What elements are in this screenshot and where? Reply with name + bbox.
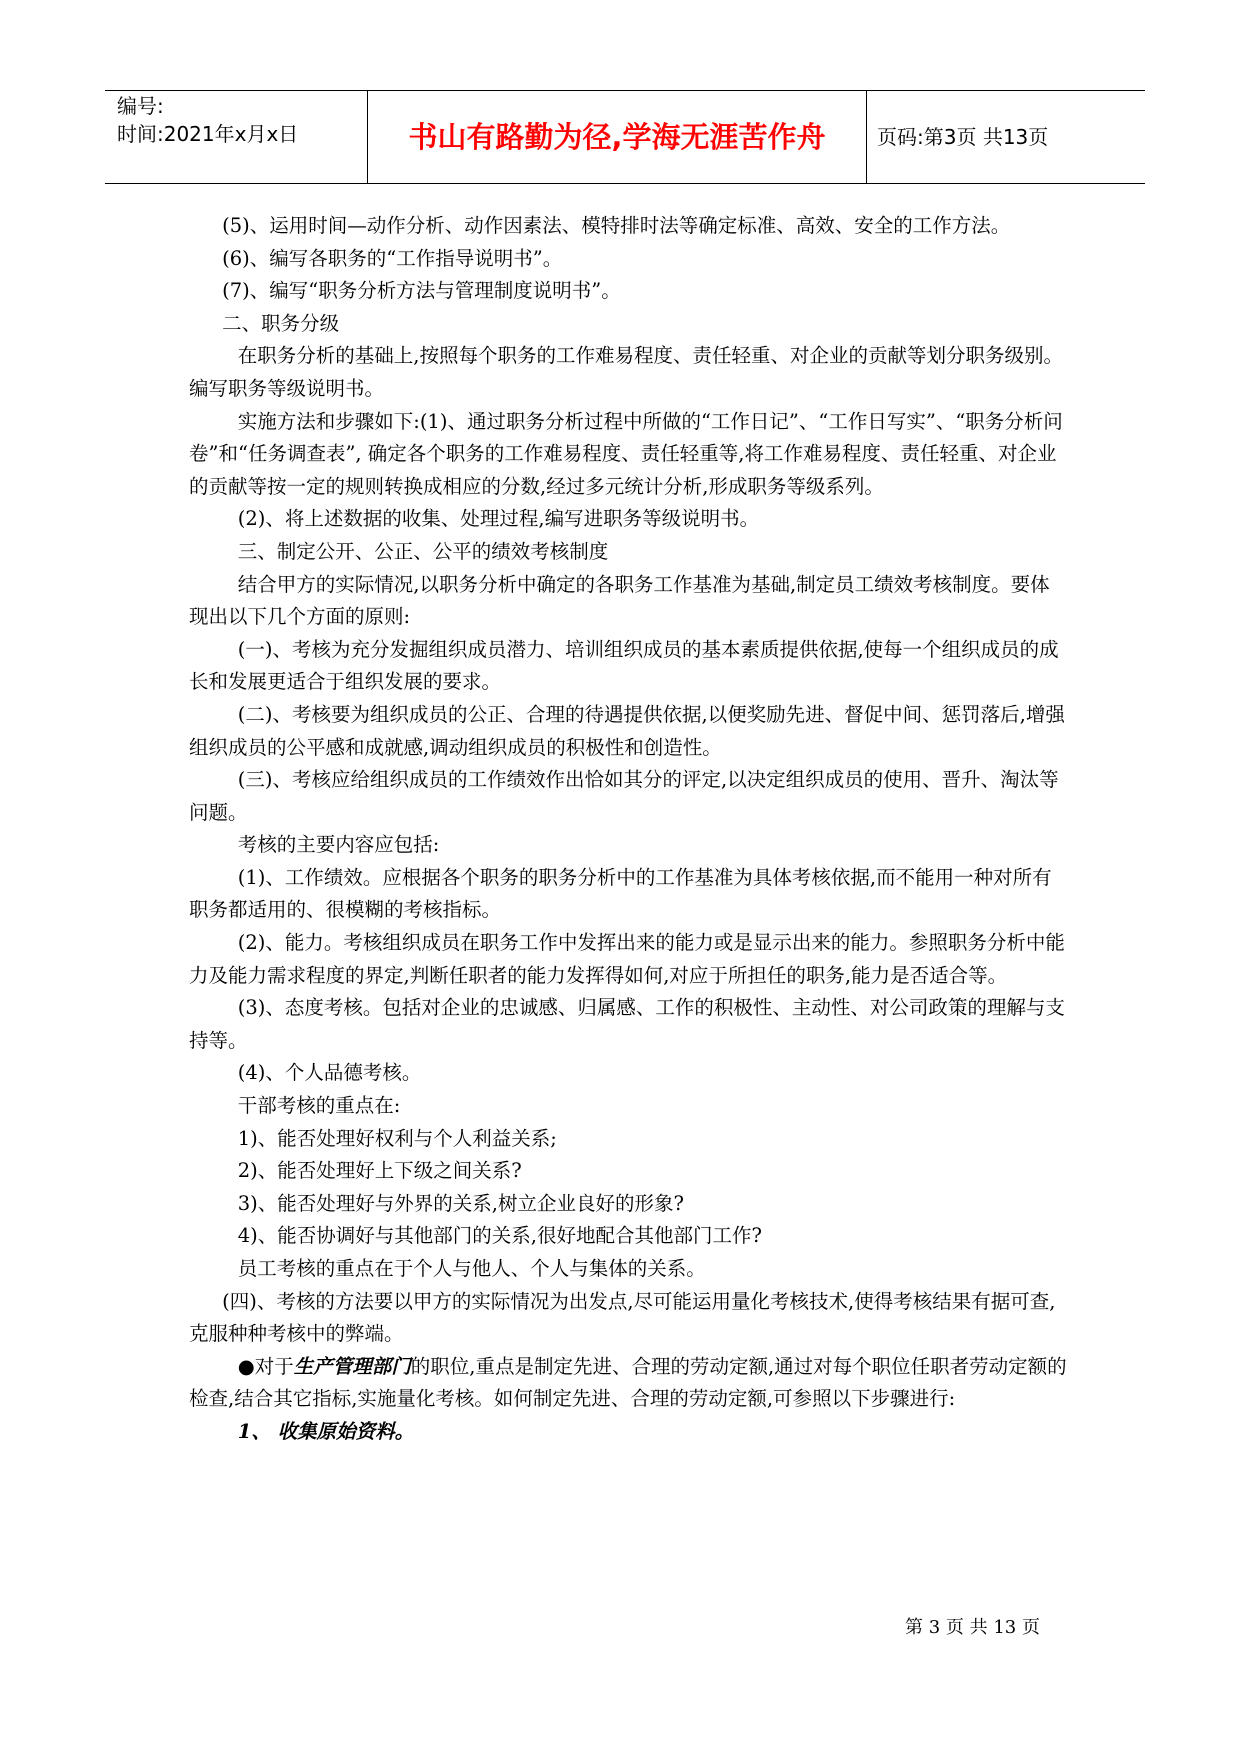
bullet-prefix: ●对于 [237, 1354, 294, 1378]
paragraph: (7)、编写“职务分析方法与管理制度说明书”。 [222, 279, 621, 303]
paragraph: (2)、将上述数据的收集、处理过程,编写进职务等级说明书。 [237, 507, 760, 531]
header-meta [105, 91, 368, 183]
paragraph: 实施方法和步骤如下:(1)、通过职务分析过程中所做的“工作日记”、“工作日写实”、“职务分析问卷”和“任务调查表”, 确定各个职务的工作难易程度、责任轻重等,将工作难易程度、责任轻重、对企业的贡献等按一定的规则转换成相应的分数,经过多元统计分析,形成职务等级系列。 [189, 409, 1063, 498]
page-header [105, 90, 1145, 184]
section-heading: 三、制定公开、公正、公平的绩效考核制度 [237, 539, 609, 563]
production-dept-emphasis: 生产管理部门 [293, 1354, 411, 1378]
list-item: 4)、能否协调好与其他部门的关系,很好地配合其他部门工作? [237, 1224, 762, 1248]
paragraph: (四)、考核的方法要以甲方的实际情况为出发点,尽可能运用量化考核技术,使得考核结果有据可查,克服种种考核中的弊端。 [189, 1289, 1056, 1346]
paragraph: (一)、考核为充分发掘组织成员潜力、培训组织成员的基本素质提供依据,使每一个组织成员的成长和发展更适合于组织发展的要求。 [189, 637, 1059, 694]
document-body [189, 210, 1069, 1449]
header-page-code: 页码:第3页 共13页 [877, 125, 1049, 149]
paragraph: (2)、能力。考核组织成员在职务工作中发挥出来的能力或是显示出来的能力。参照职务分析中能力及能力需求程度的界定,判断任职者的能力发挥得如何,对应于所担任的职务,能力是否适合等。 [189, 931, 1065, 987]
paragraph: 干部考核的重点在: [237, 1094, 401, 1118]
list-item: 3)、能否处理好与外界的关系,树立企业良好的形象? [237, 1191, 684, 1215]
production-rest: 的职位,重点是制定先进、合理的劳动定额,通过对每个职位任职者劳动定额的检查,结合其它指标,实施量化考核。如何制定先进、合理的劳动定额,可参照以下步骤进行: [189, 1354, 1067, 1411]
step-heading: 1、 收集原始资料。 [237, 1419, 415, 1443]
page-footer: 第 3 页 共 13 页 [905, 1617, 1040, 1638]
paragraph: 考核的主要内容应包括: [237, 833, 440, 857]
paragraph: 结合甲方的实际情况,以职务分析中确定的各职务工作基准为基础,制定员工绩效考核制度。要体现出以下几个方面的原则: [189, 572, 1050, 629]
paragraph: (三)、考核应给组织成员的工作绩效作出恰如其分的评定,以决定组织成员的使用、晋升、淘汰等问题。 [189, 768, 1059, 824]
list-item: 1)、能否处理好权利与个人利益关系; [237, 1126, 557, 1150]
header-motto: 书山有路勤为径,学海无涯苦作舟 [368, 91, 867, 183]
paragraph: (二)、考核要为组织成员的公正、合理的待遇提供依据,以便奖励先进、督促中间、惩罚落后,增强组织成员的公平感和成就感,调动组织成员的积极性和创造性。 [189, 702, 1065, 759]
paragraph: (3)、态度考核。包括对企业的忠诚感、归属感、工作的积极性、主动性、对公司政策的理解与支持等。 [189, 996, 1065, 1052]
time-label: 时间:2021年x月x日 [117, 122, 299, 146]
section-heading: 二、职务分级 [222, 311, 340, 335]
paragraph: (1)、工作绩效。应根据各个职务的职务分析中的工作基准为具体考核依据,而不能用一种对所有职务都适用的、很模糊的考核指标。 [189, 865, 1052, 922]
list-item: 2)、能否处理好上下级之间关系? [237, 1159, 522, 1183]
paragraph: (4)、个人品德考核。 [237, 1061, 422, 1085]
paragraph: 在职务分析的基础上,按照每个职务的工作难易程度、责任轻重、对企业的贡献等划分职务级别。编写职务等级说明书。 [189, 344, 1063, 400]
number-label: 编号: [117, 94, 164, 118]
production-paragraph [189, 1351, 1069, 1416]
paragraph: (5)、运用时间—动作分析、动作因素法、模特排时法等确定标准、高效、安全的工作方法。 [222, 214, 1011, 237]
paragraph: 员工考核的重点在于个人与他人、个人与集体的关系。 [237, 1257, 706, 1280]
paragraph: (6)、编写各职务的“工作指导说明书”。 [222, 246, 563, 270]
